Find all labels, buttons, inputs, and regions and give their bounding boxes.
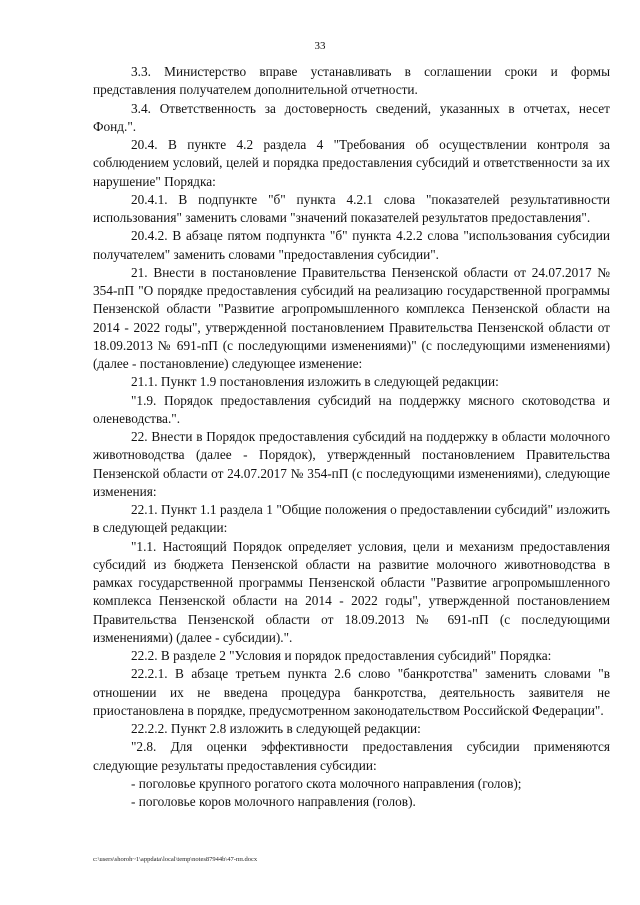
paragraph: 20.4.1. В подпункте "б" пункта 4.2.1 слова "показателей результативности использования" заменить словами "значений показателей результатов предоставления". bbox=[93, 191, 610, 225]
paragraph: 3.3. Министерство вправе устанавливать в соглашении сроки и формы представления получателем дополнительной отчетности. bbox=[93, 64, 610, 98]
list-item: - поголовье коров молочного направления (голов). bbox=[131, 794, 416, 809]
paragraph: 22.2.2. Пункт 2.8 изложить в следующей редакции: bbox=[131, 721, 421, 736]
paragraph: "1.9. Порядок предоставления субсидий на поддержку мясного скотоводства и оленеводства.". bbox=[93, 392, 610, 426]
paragraph: 21. Внести в постановление Правительства Пензенской области от 24.07.2017 № 354-пП "О порядке предоставления субсидий на реализацию государственной программы Пензенской области "Развитие агропромышленного комплекса Пензенской области на 2014 - 2022 годы", утвержденной постановлением Правительства Пензенской области от 18.09.2013 № 691-пП (с последующими изменениями)" (с последующими изменениями) (далее - постановление) следующее изменение: bbox=[93, 264, 610, 371]
page-number: 33 bbox=[314, 40, 326, 52]
document-body bbox=[93, 63, 610, 811]
paragraph: 21.1. Пункт 1.9 постановления изложить в следующей редакции: bbox=[131, 374, 499, 390]
paragraph: "2.8. Для оценки эффективности предоставления субсидии применяются следующие результаты предоставления субсидии: bbox=[93, 739, 610, 773]
paragraph: "1.1. Настоящий Порядок определяет условия, цели и механизм предоставления субсидий из бюджета Пензенской области на развитие молочного животноводства в рамках государственной программы Пензенской области "Развитие агропромышленного комплекса Пензенской области на 2014 - 2022 годы", утвержденной постановлением Правительства Пензенской области от 18.09.2013 № 691-пП (с последующими изменениями) (далее - субсидии).". bbox=[93, 538, 610, 645]
footer-file-path: c:\users\shoroh~1\appdata\local\temp\notes87944b\47-пп.docx bbox=[93, 856, 258, 863]
paragraph: 3.4. Ответственность за достоверность сведений, указанных в отчетах, несет Фонд.". bbox=[93, 100, 610, 134]
paragraph: 20.4. В пункте 4.2 раздела 4 "Требования об осуществлении контроля за соблюдением условий, целей и порядка предоставления субсидий и ответственности за их нарушение" Порядка: bbox=[93, 137, 610, 189]
paragraph: 22.2. В разделе 2 "Условия и порядок предоставления субсидий" Порядка: bbox=[131, 648, 552, 663]
list-item: - поголовье крупного рогатого скота молочного направления (голов); bbox=[131, 775, 522, 791]
paragraph: 22.2.1. В абзаце третьем пункта 2.6 слово "банкротства" заменить словами "в отношении их не введена процедура банкротства, деятельность заявителя не приостановлена в порядке, предусмотренном законодательством Российской Федерации". bbox=[93, 666, 610, 718]
paragraph: 20.4.2. В абзаце пятом подпункта "б" пункта 4.2.2 слова "использования субсидии получателем" заменить словами "предоставления субсидии". bbox=[93, 228, 610, 262]
paragraph: 22. Внести в Порядок предоставления субсидий на поддержку в области молочного животноводства (далее - Порядок), утвержденный постановлением Правительства Пензенской области от 24.07.2017 № 354-пП (с последующими изменениями), следующие изменения: bbox=[93, 429, 610, 499]
paragraph: 22.1. Пункт 1.1 раздела 1 "Общие положения о предоставлении субсидий" изложить в следующей редакции: bbox=[93, 502, 610, 536]
